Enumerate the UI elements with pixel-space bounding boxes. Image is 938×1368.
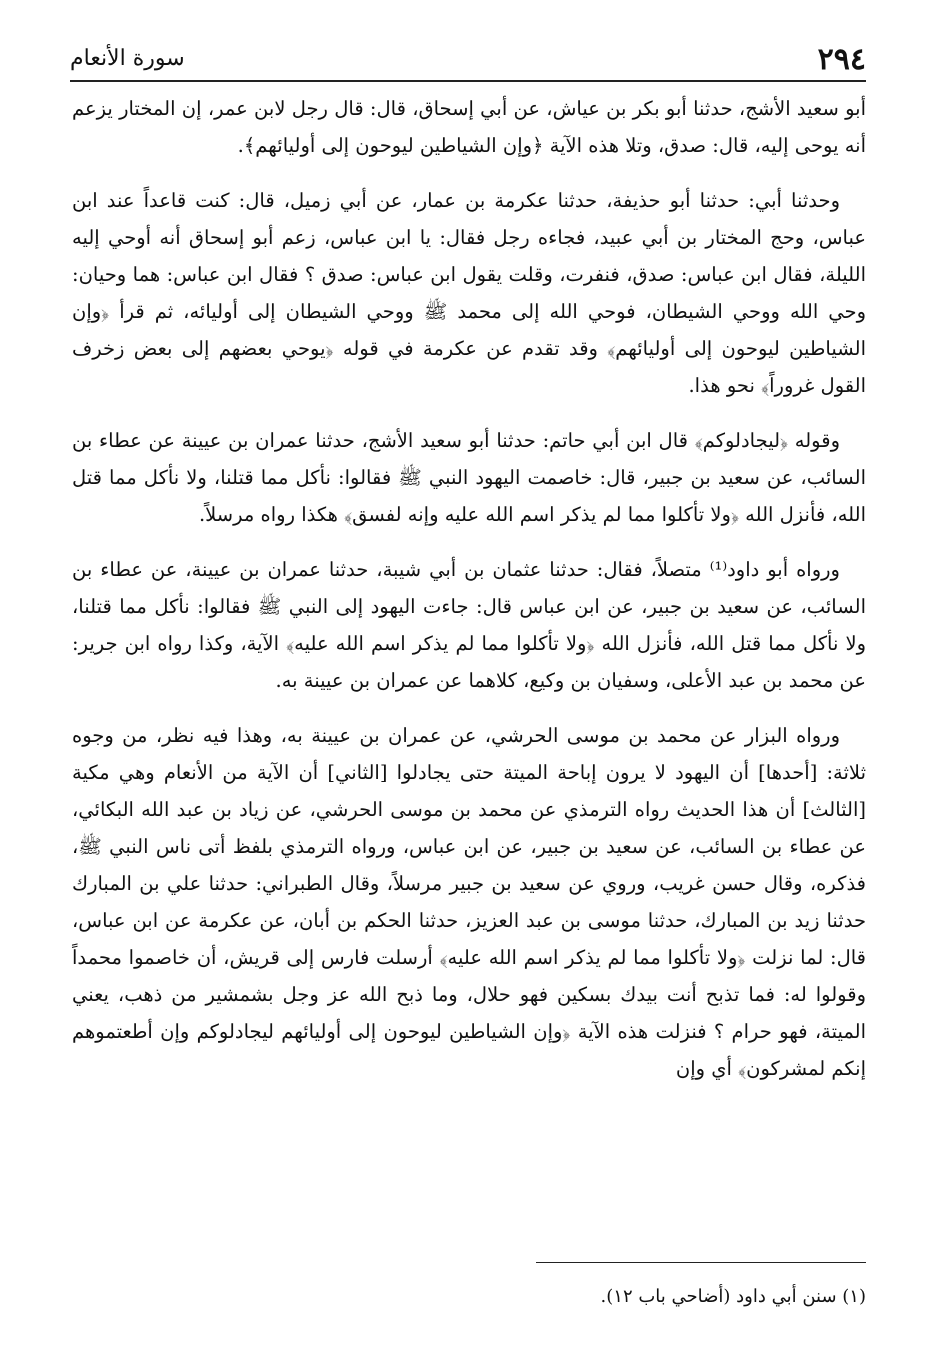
paragraph: ورواه البزار عن محمد بن موسى الحرشي، عن عمران بن عيينة به، وهذا فيه نظر، من وجوه ثلاثة: [أحدها] أن اليهود لا يرون إباحة الميتة حتى يجادلوا [الثاني] أن الآية من الأنعام وهي مكية [الثالث] أن هذا الحديث رواه الترمذي عن محمد بن موسى الحرشي، عن زياد بن عبد الله البكائي، عن عطاء بن السائب، عن سعيد بن جبير، عن ابن عباس، ورواه الترمذي بلفظ أتى ناس النبي ﷺ، فذكره، وقال حسن غريب، وروي عن سعيد بن جبير مرسلاً، وقال الطبراني: حدثنا علي بن المبارك حدثنا زيد بن المبارك، حدثنا موسى بن عبد العزيز، حدثنا الحكم بن أبان، عن عكرمة عن ابن عباس، قال: لما نزلت ﴿ولا تأكلوا مما لم يذكر اسم الله عليه﴾ أرسلت فارس إلى قريش، أن خاصموا محمداً وقولوا له: فما تذبح أنت بيدك بسكين فهو حلال، وما ذبح الله عز وجل بشمشير من ذهب، يعني الميتة، فهو حرام ؟ فنزلت هذه الآية ﴿وإن الشياطين ليوحون إلى أوليائهم ليجادلوكم وإن أطعتموهم إنكم لمشركون﴾ أي وإن	[72, 724, 866, 1080]
paragraph: ورواه أبو داود⁽¹⁾ متصلاً، فقال: حدثنا عثمان بن أبي شيبة، حدثنا عمران بن عيينة، عن عطاء بن السائب، عن سعيد بن جبير، عن ابن عباس قال: جاءت اليهود إلى النبي ﷺ فقالوا: نأكل مما قتلنا، ولا نأكل مما قتل الله، فأنزل الله ﴿ولا تأكلوا مما لم يذكر اسم الله عليه﴾ الآية، وكذا رواه ابن جرير: عن محمد بن عبد الأعلى، وسفيان بن وكيع، كلاهما عن عمران بن عيينة به.	[72, 558, 866, 692]
footnote: (١) سنن أبي داود (أضاحي باب ١٢).	[600, 1286, 866, 1307]
surah-title: سورة الأنعام	[70, 46, 185, 71]
paragraph: وقوله ﴿ليجادلوكم﴾ قال ابن أبي حاتم: حدثنا أبو سعيد الأشج، حدثنا عمران بن عيينة عن عطاء بن السائب، عن سعيد بن جبير، قال: خاصمت اليهود النبي ﷺ فقالوا: نأكل مما قتلنا، ولا نأكل مما قتل الله، فأنزل الله ﴿ولا تأكلوا مما لم يذكر اسم الله عليه وإنه لفسق﴾ هكذا رواه مرسلاً.	[72, 429, 866, 526]
page-header	[70, 40, 866, 82]
paragraph: وحدثنا أبي: حدثنا أبو حذيفة، حدثنا عكرمة بن عمار، عن أبي زميل، قال: كنت قاعداً عند ابن عباس، وحج المختار بن أبي عبيد، فجاءه رجل فقال: يا ابن عباس، زعم أبو إسحاق أنه أوحي إليه الليلة، فقال ابن عباس: صدق، فنفرت، وقلت يقول ابن عباس: صدق ؟ فقال ابن عباس: هما وحيان: وحي الله ووحي الشيطان، فوحي الله إلى محمد ﷺ ووحي الشيطان إلى أوليائه، ثم قرأ ﴿وإن الشياطين ليوحون إلى أوليائهم﴾ وقد تقدم عن عكرمة في قوله ﴿يوحي بعضهم إلى بعض زخرف القول غروراً﴾ نحو هذا.	[72, 189, 866, 397]
page-body	[72, 90, 866, 1105]
page-number: ٢٩٤	[817, 42, 866, 77]
paragraph: أبو سعيد الأشج، حدثنا أبو بكر بن عياش، عن أبي إسحاق، قال: قال رجل لابن عمر، إن المختار يزعم أنه يوحى إليه، قال: صدق، وتلا هذه الآية ﴿وإن الشياطين ليوحون إلى أوليائهم﴾.	[72, 97, 866, 157]
footnote-divider	[536, 1262, 866, 1263]
